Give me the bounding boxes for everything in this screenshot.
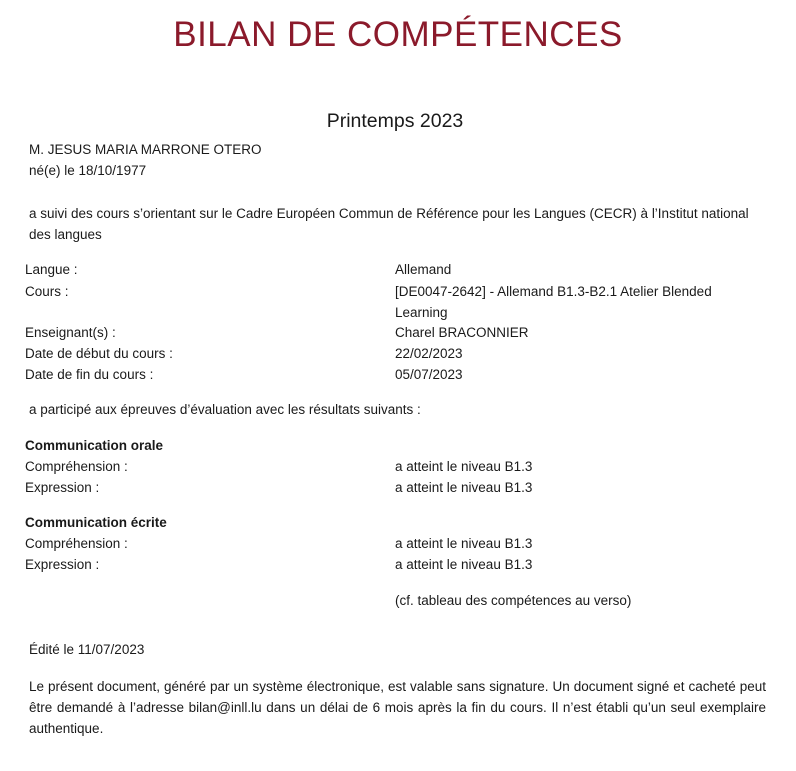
- birth-date: né(e) le 18/10/1977: [29, 163, 147, 178]
- course-label-teacher: Enseignant(s) :: [25, 325, 116, 340]
- section-heading-written: Communication écrite: [25, 515, 167, 530]
- document-title: BILAN DE COMPÉTENCES: [173, 15, 623, 54]
- oral-comprehension-value: a atteint le niveau B1.3: [395, 459, 533, 474]
- results-intro: a participé aux épreuves d’évaluation avec les résultats suivants :: [29, 402, 421, 417]
- competence-note: (cf. tableau des compétences au verso): [395, 593, 632, 608]
- footer-notice: Le présent document, généré par un système électronique, est valable sans signature. Un document signé et cacheté peut être demandé à l’adresse bilan@inll.lu dans un délai de 6 mois après la fin du cours. Il n’est établi qu’un seul exemplaire authentique.: [29, 679, 766, 736]
- oral-expression-value: a atteint le niveau B1.3: [395, 480, 533, 495]
- course-value-language: Allemand: [395, 262, 452, 277]
- course-label-start: Date de début du cours :: [25, 346, 173, 361]
- course-value-teacher: Charel BRACONNIER: [395, 325, 529, 340]
- course-value-end: 05/07/2023: [395, 367, 463, 382]
- course-value-start: 22/02/2023: [395, 346, 463, 361]
- written-comprehension-label: Compréhension :: [25, 536, 128, 551]
- written-comprehension-value: a atteint le niveau B1.3: [395, 536, 533, 551]
- course-label-end: Date de fin du cours :: [25, 367, 154, 382]
- intro-text: a suivi des cours s’orientant sur le Cadre Européen Commun de Référence pour les Langues (CECR) à l’Institut national des langues: [29, 206, 749, 242]
- course-label-language: Langue :: [25, 262, 78, 277]
- student-name: M. JESUS MARIA MARRONE OTERO: [29, 142, 262, 157]
- course-value-course: [DE0047-2642] - Allemand B1.3-B2.1 Atelier Blended Learning: [395, 284, 712, 320]
- oral-expression-label: Expression :: [25, 480, 100, 495]
- written-expression-value: a atteint le niveau B1.3: [395, 557, 533, 572]
- written-expression-label: Expression :: [25, 557, 100, 572]
- oral-comprehension-label: Compréhension :: [25, 459, 128, 474]
- course-label-course: Cours :: [25, 284, 69, 299]
- edited-date: Édité le 11/07/2023: [29, 642, 145, 657]
- term: Printemps 2023: [326, 110, 464, 132]
- section-heading-oral: Communication orale: [25, 438, 164, 453]
